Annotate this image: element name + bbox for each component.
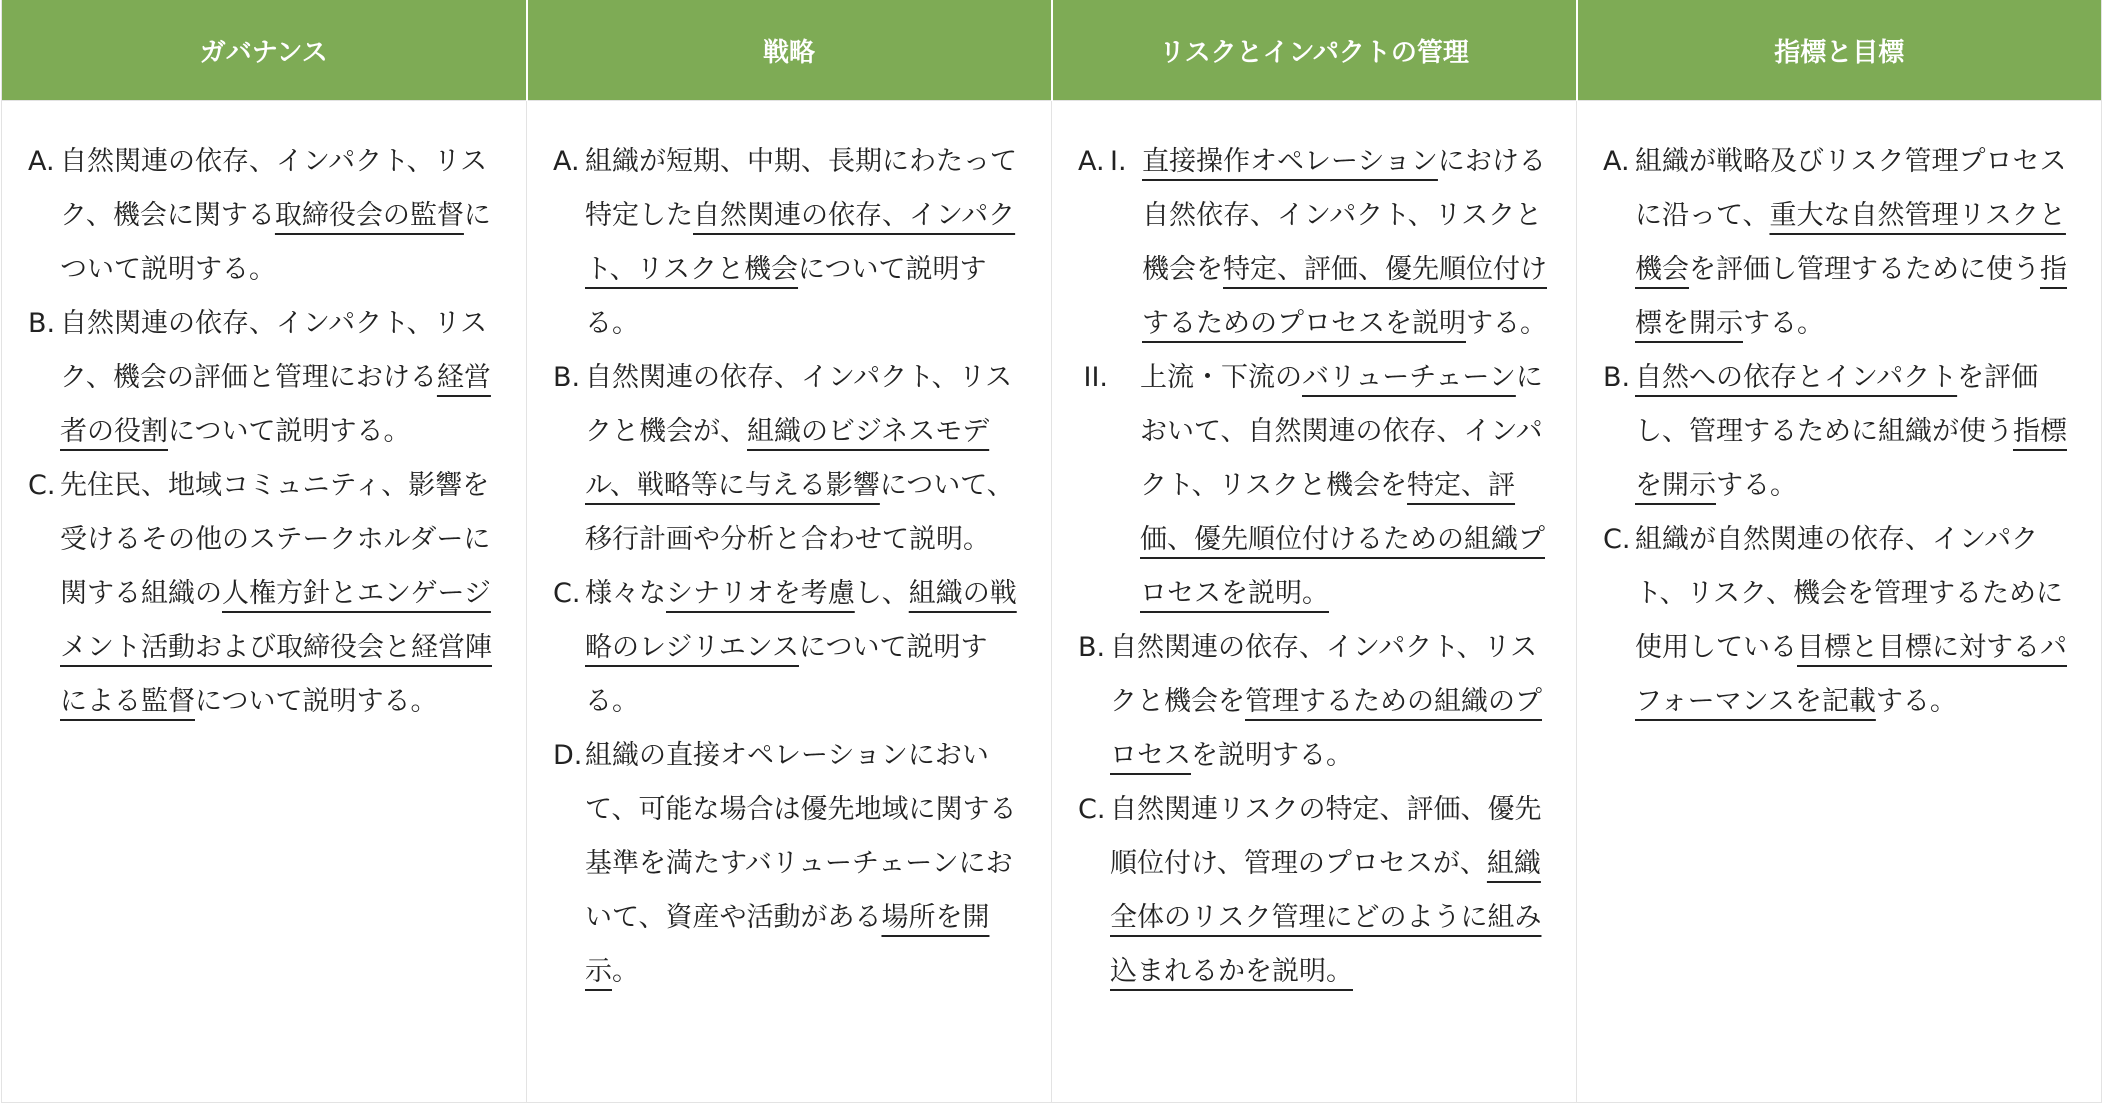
- underlined-text: 特定、評価、優先順位付けるための組織プロセスを説明。: [1140, 470, 1545, 609]
- governance-item-b: [28, 297, 508, 459]
- subitem-label: II.: [1083, 362, 1108, 393]
- risk-subitems: [1083, 135, 1558, 621]
- item-label: C.: [28, 470, 56, 501]
- item-label: A.: [553, 146, 580, 177]
- item-label: B.: [28, 308, 56, 339]
- underlined-text: 管理するための組織のプロセス: [1110, 686, 1542, 771]
- item-label: B.: [553, 362, 581, 393]
- underlined-text: 組織の戦略のレジリエンス: [585, 578, 1017, 663]
- risk-subitem-i: [1110, 135, 1558, 351]
- tnfd-disclosure-table: [1, 0, 2102, 1103]
- strategy-item-a: [553, 135, 1033, 351]
- item-label: A.: [1078, 146, 1105, 177]
- item-label: C.: [553, 578, 581, 609]
- item-text: 様々なシナリオを考慮し、組織の戦略のレジリエンスについて説明する。: [585, 578, 1017, 717]
- item-label: D.: [553, 740, 583, 771]
- item-text: 自然関連の依存、インパクト、リスクと機会が、組織のビジネスモデル、戦略等に与える影響について、移行計画や分析と合わせて説明。: [585, 362, 1014, 555]
- item-text: 自然関連リスクの特定、評価、優先順位付け、管理のプロセスが、組織全体のリスク管理にどのように組み込まれるかを説明。: [1110, 794, 1542, 987]
- subitem-text: 上流・下流のバリューチェーンにおいて、自然関連の依存、インパクト、リスクと機会を特定、評価、優先順位付けるための組織プロセスを説明。: [1140, 362, 1545, 609]
- strategy-item-b: [553, 351, 1033, 567]
- item-text: 自然への依存とインパクトを評価し、管理するために組織が使う指標を開示する。: [1635, 362, 2067, 501]
- content-row: [2, 101, 2102, 1103]
- item-text: 組織の直接オペレーションにおいて、可能な場合は優先地域に関する基準を満たすバリューチェーンにおいて、資産や活動がある場所を開示。: [585, 740, 1017, 987]
- item-label: B.: [1078, 632, 1106, 663]
- governance-item-a: [28, 135, 508, 297]
- item-text: 自然関連の依存、インパクト、リスク、機会の評価と管理における経営者の役割について説明する。: [60, 308, 491, 447]
- underlined-text: 人権方針とエンゲージメント活動および取締役会と経営陣による監督: [60, 578, 492, 717]
- risk-cell: [1052, 101, 1577, 1103]
- underlined-text: 自然関連の依存、インパクト、リスクと機会: [585, 200, 1016, 285]
- item-label: A.: [28, 146, 55, 177]
- header-metrics-targets: 指標と目標: [1577, 0, 2102, 101]
- underlined-text: 特定、評価、優先順位付けするためのプロセスを説明: [1142, 254, 1547, 339]
- item-text: 組織が自然関連の依存、インパクト、リスク、機会を管理するために使用している目標と目標に対するパフォーマンスを記載する。: [1635, 524, 2067, 717]
- risk-item-b: [1078, 621, 1558, 783]
- underlined-text: 重大な自然管理リスクと機会: [1635, 200, 2066, 285]
- item-text: 組織が戦略及びリスク管理プロセスに沿って、重大な自然管理リスクと機会を評価し管理するために使う指標を開示する。: [1635, 146, 2067, 339]
- header-risk-impact-management: リスクとインパクトの管理: [1052, 0, 1577, 101]
- item-label: C.: [1078, 794, 1106, 825]
- strategy-list: [553, 135, 1033, 999]
- underlined-text: 組織のビジネスモデル、戦略等に与える影響: [585, 416, 990, 501]
- underlined-text: 取締役会の監督: [274, 200, 464, 231]
- governance-list: [28, 135, 508, 729]
- underlined-text: 組織全体のリスク管理にどのように組み込まれるかを説明。: [1110, 848, 1542, 987]
- underlined-text: 場所を開示: [585, 902, 990, 987]
- item-text: 組織が短期、中期、長期にわたって特定した自然関連の依存、インパクト、リスクと機会について説明する。: [585, 146, 1017, 339]
- underlined-text: 自然への依存とインパクト: [1635, 362, 1958, 393]
- governance-item-c: [28, 459, 508, 729]
- strategy-item-c: [553, 567, 1033, 729]
- strategy-cell: [527, 101, 1052, 1103]
- item-label: C.: [1603, 524, 1631, 555]
- underlined-text: 指標を開示: [1635, 254, 2067, 339]
- item-text: 自然関連の依存、インパクト、リスクと機会を管理するための組織のプロセスを説明する。: [1110, 632, 1542, 771]
- metrics-item-a: [1603, 135, 2083, 351]
- subitem-label: I.: [1110, 146, 1127, 177]
- item-text: 自然関連の依存、インパクト、リスク、機会に関する取締役会の監督について説明する。: [60, 146, 491, 285]
- item-label: A.: [1603, 146, 1630, 177]
- header-governance: ガバナンス: [2, 0, 527, 101]
- underlined-text: 目標と目標に対するパフォーマンスを記載: [1635, 632, 2067, 717]
- risk-list: [1078, 135, 1558, 999]
- underlined-text: 指標を開示: [1635, 416, 2067, 501]
- subitem-text: 直接操作オペレーションにおける自然依存、インパクト、リスクと機会を特定、評価、優先順位付けするためのプロセスを説明する。: [1142, 146, 1547, 339]
- metrics-item-c: [1603, 513, 2083, 729]
- item-label: B.: [1603, 362, 1631, 393]
- underlined-text: バリューチェーン: [1302, 362, 1516, 393]
- underlined-text: 直接操作オペレーション: [1142, 146, 1438, 177]
- strategy-item-d: [553, 729, 1033, 999]
- item-text: 先住民、地域コミュニティ、影響を受けるその他のステークホルダーに関する組織の人権方針とエンゲージメント活動および取締役会と経営陣による監督について説明する。: [60, 470, 492, 717]
- metrics-cell: [1577, 101, 2102, 1103]
- governance-cell: [2, 101, 527, 1103]
- risk-item-c: [1078, 783, 1558, 999]
- risk-item-a: [1078, 135, 1558, 621]
- header-row: [2, 0, 2102, 101]
- header-strategy: 戦略: [527, 0, 1052, 101]
- underlined-text: 経営者の役割: [60, 362, 491, 447]
- underlined-text: シナリオを考慮: [666, 578, 855, 609]
- risk-subitem-ii: [1078, 351, 1558, 621]
- metrics-list: [1603, 135, 2083, 729]
- metrics-item-b: [1603, 351, 2083, 513]
